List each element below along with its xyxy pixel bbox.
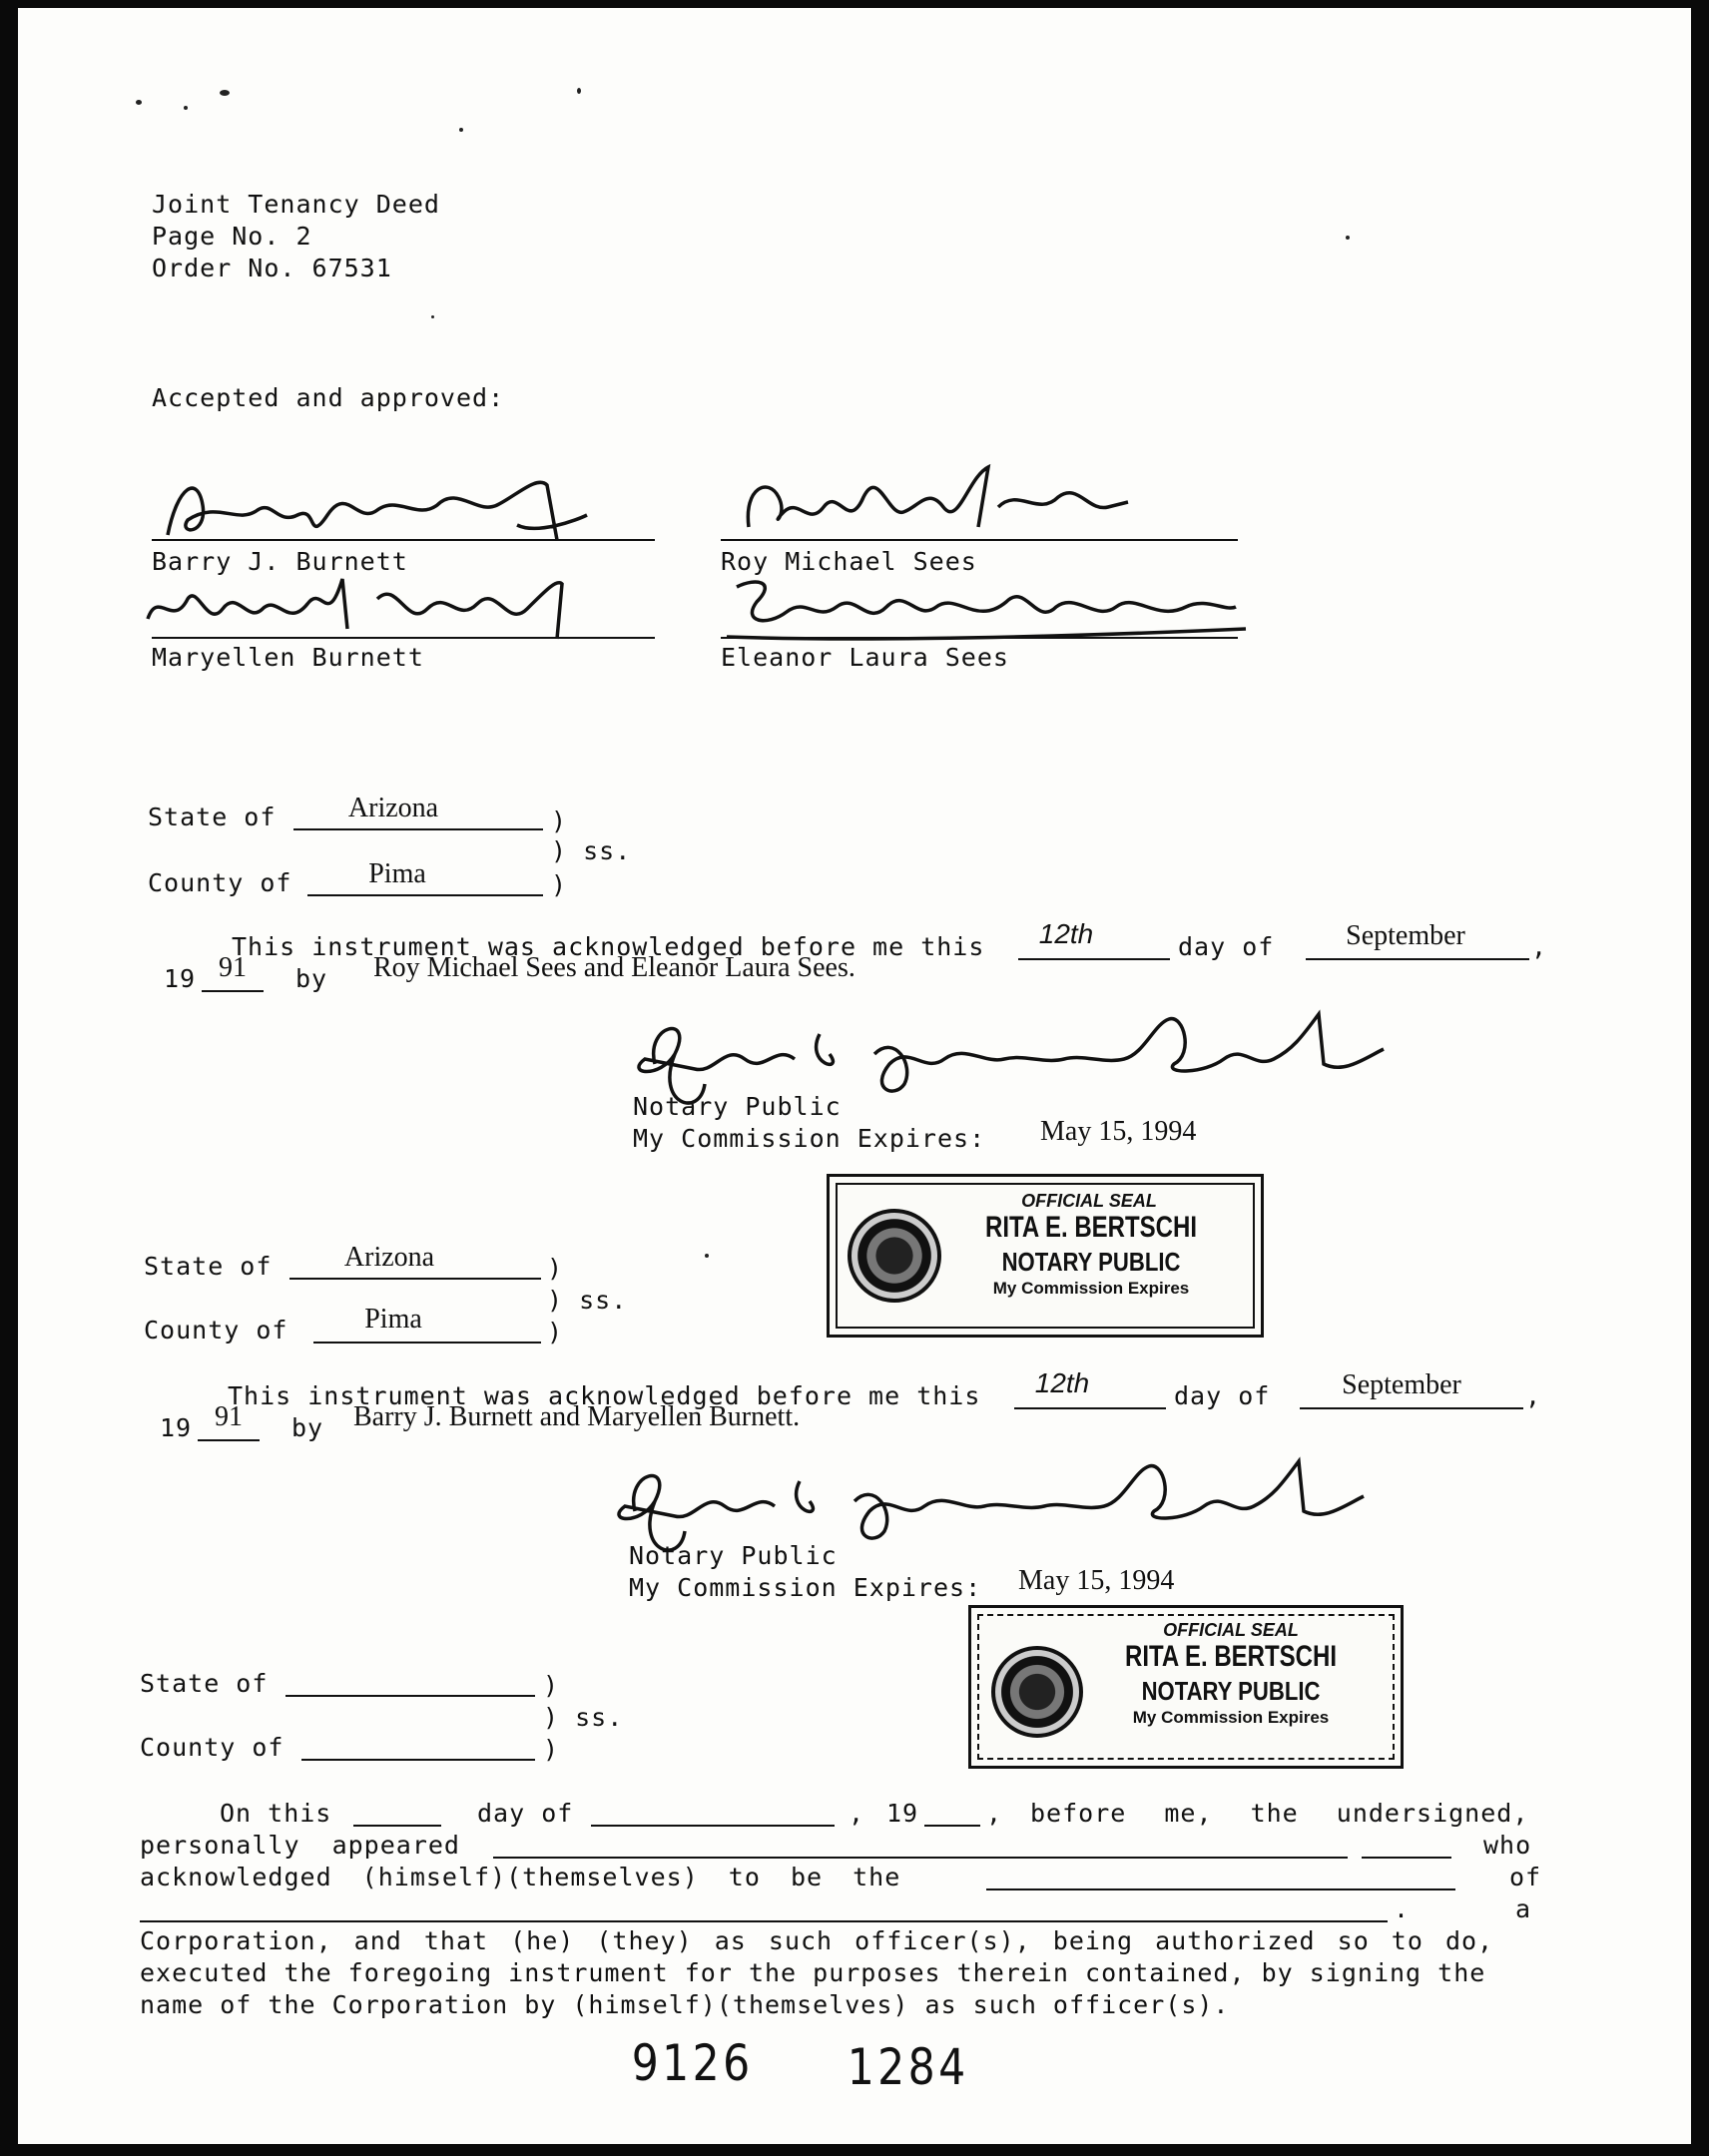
blank-line bbox=[924, 1825, 980, 1827]
notary-public-label: Notary Public bbox=[629, 1541, 838, 1570]
county-field-line bbox=[301, 1759, 535, 1761]
seal-name: RITA E. BERTSCHI bbox=[1124, 1640, 1337, 1673]
county-label: County of bbox=[144, 1316, 288, 1345]
year-field: 91 bbox=[215, 1401, 243, 1432]
ss-label: ss. bbox=[583, 836, 632, 865]
signer-name: Roy Michael Sees bbox=[721, 547, 977, 576]
signer-name: Barry J. Burnett bbox=[152, 547, 408, 576]
seal-emblem-icon bbox=[991, 1646, 1083, 1738]
state-field-line bbox=[285, 1695, 535, 1697]
by-label: by bbox=[295, 964, 328, 993]
accepted-approved-label: Accepted and approved: bbox=[152, 383, 505, 412]
month-field: September bbox=[1346, 920, 1465, 951]
ack3-text: before me, the undersigned, bbox=[1030, 1799, 1529, 1828]
signature-barry-burnett bbox=[158, 465, 597, 555]
day-of-label: day of bbox=[1174, 1381, 1271, 1410]
ss-label: ss. bbox=[575, 1703, 624, 1732]
ack-statement: This instrument was acknowledged before me this bbox=[232, 932, 985, 961]
acknowledged-names: Roy Michael Sees and Eleanor Laura Sees. bbox=[373, 952, 855, 983]
county-field-line bbox=[313, 1342, 541, 1344]
day-field-line bbox=[1014, 1407, 1166, 1409]
county-field-line bbox=[307, 894, 543, 896]
signature-maryellen-burnett bbox=[138, 569, 587, 649]
seal-title: OFFICIAL SEAL bbox=[1021, 1191, 1157, 1211]
county-field: Pima bbox=[364, 1304, 422, 1335]
by-label: by bbox=[291, 1413, 324, 1442]
year-prefix: 19 bbox=[164, 964, 197, 993]
ack-statement: This instrument was acknowledged before me this bbox=[228, 1381, 981, 1410]
seal-emblem-icon bbox=[848, 1209, 941, 1303]
state-label: State of bbox=[140, 1669, 269, 1698]
blank-line bbox=[591, 1825, 835, 1827]
county-label: County of bbox=[140, 1733, 285, 1762]
signature-roy-michael-sees bbox=[739, 457, 1138, 547]
state-field-line bbox=[293, 828, 543, 830]
seal-role: NOTARY PUBLIC bbox=[1141, 1676, 1321, 1706]
seal-role: NOTARY PUBLIC bbox=[1001, 1247, 1181, 1277]
blank-line bbox=[353, 1825, 441, 1827]
ack3-text: acknowledged (himself)(themselves) to be the bbox=[140, 1863, 901, 1891]
signature-eleanor-laura-sees bbox=[717, 567, 1256, 647]
ack3-text: day of bbox=[477, 1799, 574, 1828]
notary-public-label: Notary Public bbox=[633, 1092, 842, 1121]
page-number: Page No. 2 bbox=[152, 222, 312, 251]
ack3-text: a bbox=[1515, 1894, 1532, 1923]
ack3-text: personally appeared bbox=[140, 1831, 460, 1860]
year-field: 91 bbox=[219, 952, 247, 983]
county-field: Pima bbox=[368, 858, 426, 889]
ss-label: ss. bbox=[579, 1286, 628, 1315]
blank-line bbox=[986, 1888, 1455, 1890]
ack3-text: executed the foregoing instrument for the purposes therein contained, by signing the bbox=[140, 1958, 1486, 1987]
notary-seal bbox=[968, 1605, 1404, 1769]
month-field: September bbox=[1342, 1369, 1461, 1400]
blank-line bbox=[493, 1857, 1348, 1859]
state-field-line bbox=[289, 1278, 541, 1280]
recording-number: 9126 bbox=[631, 2034, 754, 2092]
seal-commission: My Commission Expires bbox=[992, 1279, 1190, 1298]
state-label: State of bbox=[148, 803, 277, 831]
commission-expiry: May 15, 1994 bbox=[1018, 1565, 1175, 1596]
day-field: 12th bbox=[1038, 918, 1094, 949]
acknowledged-names: Barry J. Burnett and Maryellen Burnett. bbox=[353, 1401, 801, 1432]
ack3-text: name of the Corporation by (himself)(themselves) as such officer(s). bbox=[140, 1990, 1230, 2019]
day-field: 12th bbox=[1034, 1367, 1090, 1398]
day-field-line bbox=[1018, 958, 1170, 960]
state-field: Arizona bbox=[347, 793, 439, 823]
commission-label: My Commission Expires: bbox=[633, 1124, 986, 1153]
recording-number: 1284 bbox=[847, 2038, 969, 2096]
document-page: Joint Tenancy Deed Page No. 2 Order No. 67531 Accepted and approved: Barry J. Burnett Roy Michael Sees Maryellen Burnett Eleanor Laura Sees State of Arizona ) ) ss. County of Pima ) This instrument was acknowledged before me this 12th day of September , 19 91 by Roy Michael Sees and Eleanor Laura Sees. Notary Public My Commission Expires: May 15, 1994 OFFICIAL SEAL RITA E. BERTSCHI NOTARY PUBLIC My Commission Expires State of Arizona ) ) ss. County of Pima ) This instrument was acknowledged before me this 12th day of September , 19 91 by Barry J. Burnett and Maryellen Burnett. Notary Public My Commission Expires: May 15, 1994 OFFICIAL SEAL RITA E. BERTSCHI NOTARY PUBLIC My Commission Expires State of ) ) ss. County of ) On this day of , 19 , before me, the undersigned, personally appeared who acknowledged (himself)(themselves) to be the of . a Corporation, and that (he) (they) as such officer(s), being authorized so to do, executed the foregoing instrument for the purposes therein contained, by signing the name of the Corporation by (himself)(themselves) as such officer(s). 9126 1284 bbox=[18, 8, 1691, 2144]
ack3-text: Corporation, and that (he) (they) as such officer(s), being authorized so to do, bbox=[140, 1926, 1494, 1955]
ack3-text: of bbox=[1509, 1863, 1542, 1891]
seal-name: RITA E. BERTSCHI bbox=[984, 1211, 1197, 1244]
signer-name: Maryellen Burnett bbox=[152, 643, 424, 672]
month-field-line bbox=[1300, 1407, 1523, 1409]
ack3-text: 19 bbox=[886, 1799, 919, 1828]
year-field-line bbox=[202, 990, 264, 992]
notary-seal bbox=[827, 1174, 1264, 1338]
blank-line bbox=[140, 1920, 1388, 1922]
county-label: County of bbox=[148, 868, 292, 897]
blank-line bbox=[1362, 1857, 1451, 1859]
ack3-text: On this bbox=[220, 1799, 332, 1828]
state-label: State of bbox=[144, 1252, 273, 1281]
day-of-label: day of bbox=[1178, 932, 1275, 961]
seal-title: OFFICIAL SEAL bbox=[1163, 1620, 1299, 1640]
ack3-text: who bbox=[1483, 1831, 1532, 1860]
commission-expiry: May 15, 1994 bbox=[1040, 1116, 1197, 1147]
seal-commission: My Commission Expires bbox=[1132, 1708, 1330, 1727]
month-field-line bbox=[1306, 958, 1529, 960]
year-prefix: 19 bbox=[160, 1413, 193, 1442]
document-title: Joint Tenancy Deed bbox=[152, 190, 440, 219]
commission-label: My Commission Expires: bbox=[629, 1573, 982, 1602]
state-field: Arizona bbox=[343, 1242, 435, 1273]
signer-name: Eleanor Laura Sees bbox=[721, 643, 1009, 672]
order-number: Order No. 67531 bbox=[152, 254, 392, 282]
year-field-line bbox=[198, 1439, 260, 1441]
